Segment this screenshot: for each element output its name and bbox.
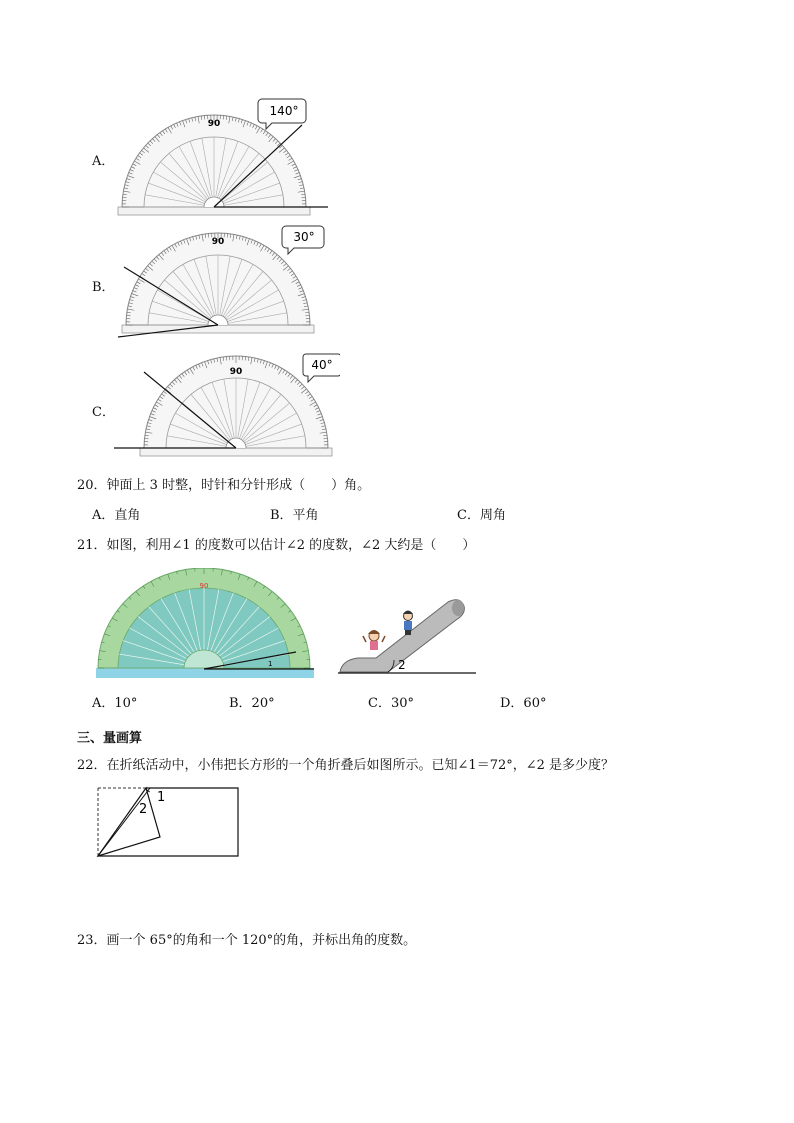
slide-top-end: [452, 600, 464, 616]
folded-triangle: [98, 788, 160, 856]
angle-2-label: 2: [139, 802, 148, 817]
q21-question: 21．如图，利用∠1 的度数可以估计∠2 的度数，∠2 大约是（ ）: [77, 538, 476, 553]
callout-c-text: 40°: [311, 358, 333, 372]
q20-question: 20．钟面上 3 时整，时针和分针形成（ ）角。: [77, 478, 371, 493]
q22-question: 22．在折纸活动中，小伟把长方形的一个角折叠后如图所示。已知∠1＝72°，∠2 是多少度？: [77, 758, 615, 773]
option-b-label: B．: [92, 280, 115, 295]
q21-option-d: D．60°: [500, 696, 547, 711]
q20-option-b: B．平角: [270, 508, 319, 523]
q21-option-b: B．20°: [229, 696, 275, 711]
angle-1-label: 1: [268, 660, 273, 668]
folded-rectangle-figure: [94, 785, 244, 861]
option-a-label: A．: [92, 154, 115, 169]
q20-option-c: C．周角: [457, 508, 506, 523]
protractor-90-label: 90: [211, 237, 225, 247]
slide-figure: [336, 594, 478, 678]
protractor-c-figure: [110, 348, 340, 463]
protractor-90-label: 90: [229, 367, 243, 377]
angle-1-label: 1: [157, 790, 166, 805]
option-c-label: C．: [92, 405, 115, 420]
q23-question: 23．画一个 65°的角和一个 120°的角，并标出角的度数。: [77, 933, 417, 948]
q21-option-a: A．10°: [92, 696, 138, 711]
section-3-title: 三、量画算: [77, 731, 143, 746]
protractor-a-figure: [110, 95, 340, 220]
green-protractor-figure: [96, 568, 318, 680]
q20-option-a: A．直角: [92, 508, 141, 523]
protractor-90-label: 90: [207, 119, 221, 129]
callout-a-text: 140°: [269, 104, 299, 118]
angle-2-label: 2: [398, 658, 406, 672]
q21-option-c: C．30°: [368, 696, 414, 711]
child-girl-figure: [363, 630, 385, 650]
protractor-red-90: 90: [199, 582, 209, 590]
protractor-b-figure: [110, 222, 340, 342]
callout-b-text: 30°: [293, 230, 315, 244]
